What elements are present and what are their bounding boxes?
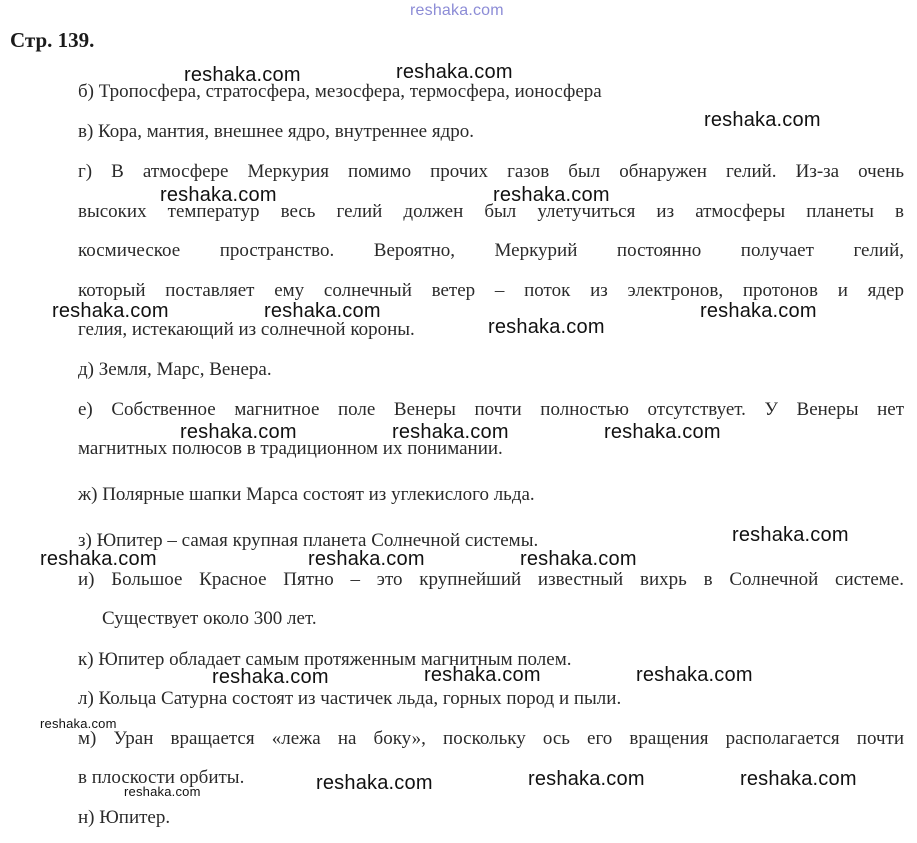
watermark: reshaka.com [316,772,433,794]
watermark: reshaka.com [410,2,504,19]
watermark: reshaka.com [392,421,509,443]
answer-n: н) Юпитер. [78,807,171,828]
watermark: reshaka.com [52,300,169,322]
watermark: reshaka.com [488,316,605,338]
watermark: reshaka.com [732,524,849,546]
watermark: reshaka.com [160,184,277,206]
answer-g-line: космическое пространство. Вероятно, Меркурий постоянно получает гелий, [78,240,904,261]
page-title: Стр. 139. [10,28,95,52]
answer-g-line: гелия, истекающий из солнечной короны. [78,319,415,340]
watermark: reshaka.com [528,768,645,790]
watermark: reshaka.com [124,784,201,799]
answer-g-line: г) В атмосфере Меркурия помимо прочих газов был обнаружен гелий. Из-за очень [78,161,904,182]
answer-g-line: высоких температур весь гелий должен был улетучиться из атмосферы планеты в [78,201,904,222]
answer-i-line: и) Большое Красное Пятно – это крупнейший известный вихрь в Солнечной системе. [78,569,904,590]
watermark: reshaka.com [424,664,541,686]
watermark: reshaka.com [264,300,381,322]
watermark: reshaka.com [700,300,817,322]
watermark: reshaka.com [520,548,637,570]
answer-v: в) Кора, мантия, внешнее ядро, внутреннее ядро. [78,121,475,142]
answer-g-line: который поставляет ему солнечный ветер – поток из электронов, протонов и ядер [78,280,904,301]
answer-e-line: е) Собственное магнитное поле Венеры почти полностью отсутствует. У Венеры нет [78,399,904,420]
watermark: reshaka.com [636,664,753,686]
answer-z: з) Юпитер – самая крупная планета Солнечной системы. [78,530,539,551]
answer-e-line: магнитных полюсов в традиционном их понимании. [78,438,503,459]
watermark: reshaka.com [740,768,857,790]
watermark: reshaka.com [704,109,821,131]
watermark: reshaka.com [40,716,117,731]
answer-k: к) Юпитер обладает самым протяженным магнитным полем. [78,649,572,670]
answer-zh: ж) Полярные шапки Марса состоят из углекислого льда. [78,484,535,505]
answer-m-line: в плоскости орбиты. [78,767,245,788]
watermark: reshaka.com [308,548,425,570]
watermark: reshaka.com [604,421,721,443]
watermark: reshaka.com [40,548,157,570]
answer-i-line: Существует около 300 лет. [102,608,317,629]
answer-l: л) Кольца Сатурна состоят из частичек льда, горных пород и пыли. [78,688,622,709]
answer-b: б) Тропосфера, стратосфера, мезосфера, термосфера, ионосфера [78,81,602,102]
answer-d: д) Земля, Марс, Венера. [78,359,272,380]
answer-m-line: м) Уран вращается «лежа на боку», поскольку ось его вращения располагается почти [78,728,904,749]
watermark: reshaka.com [493,184,610,206]
watermark: reshaka.com [180,421,297,443]
watermark: reshaka.com [396,61,513,83]
watermark: reshaka.com [184,64,301,86]
watermark: reshaka.com [212,666,329,688]
